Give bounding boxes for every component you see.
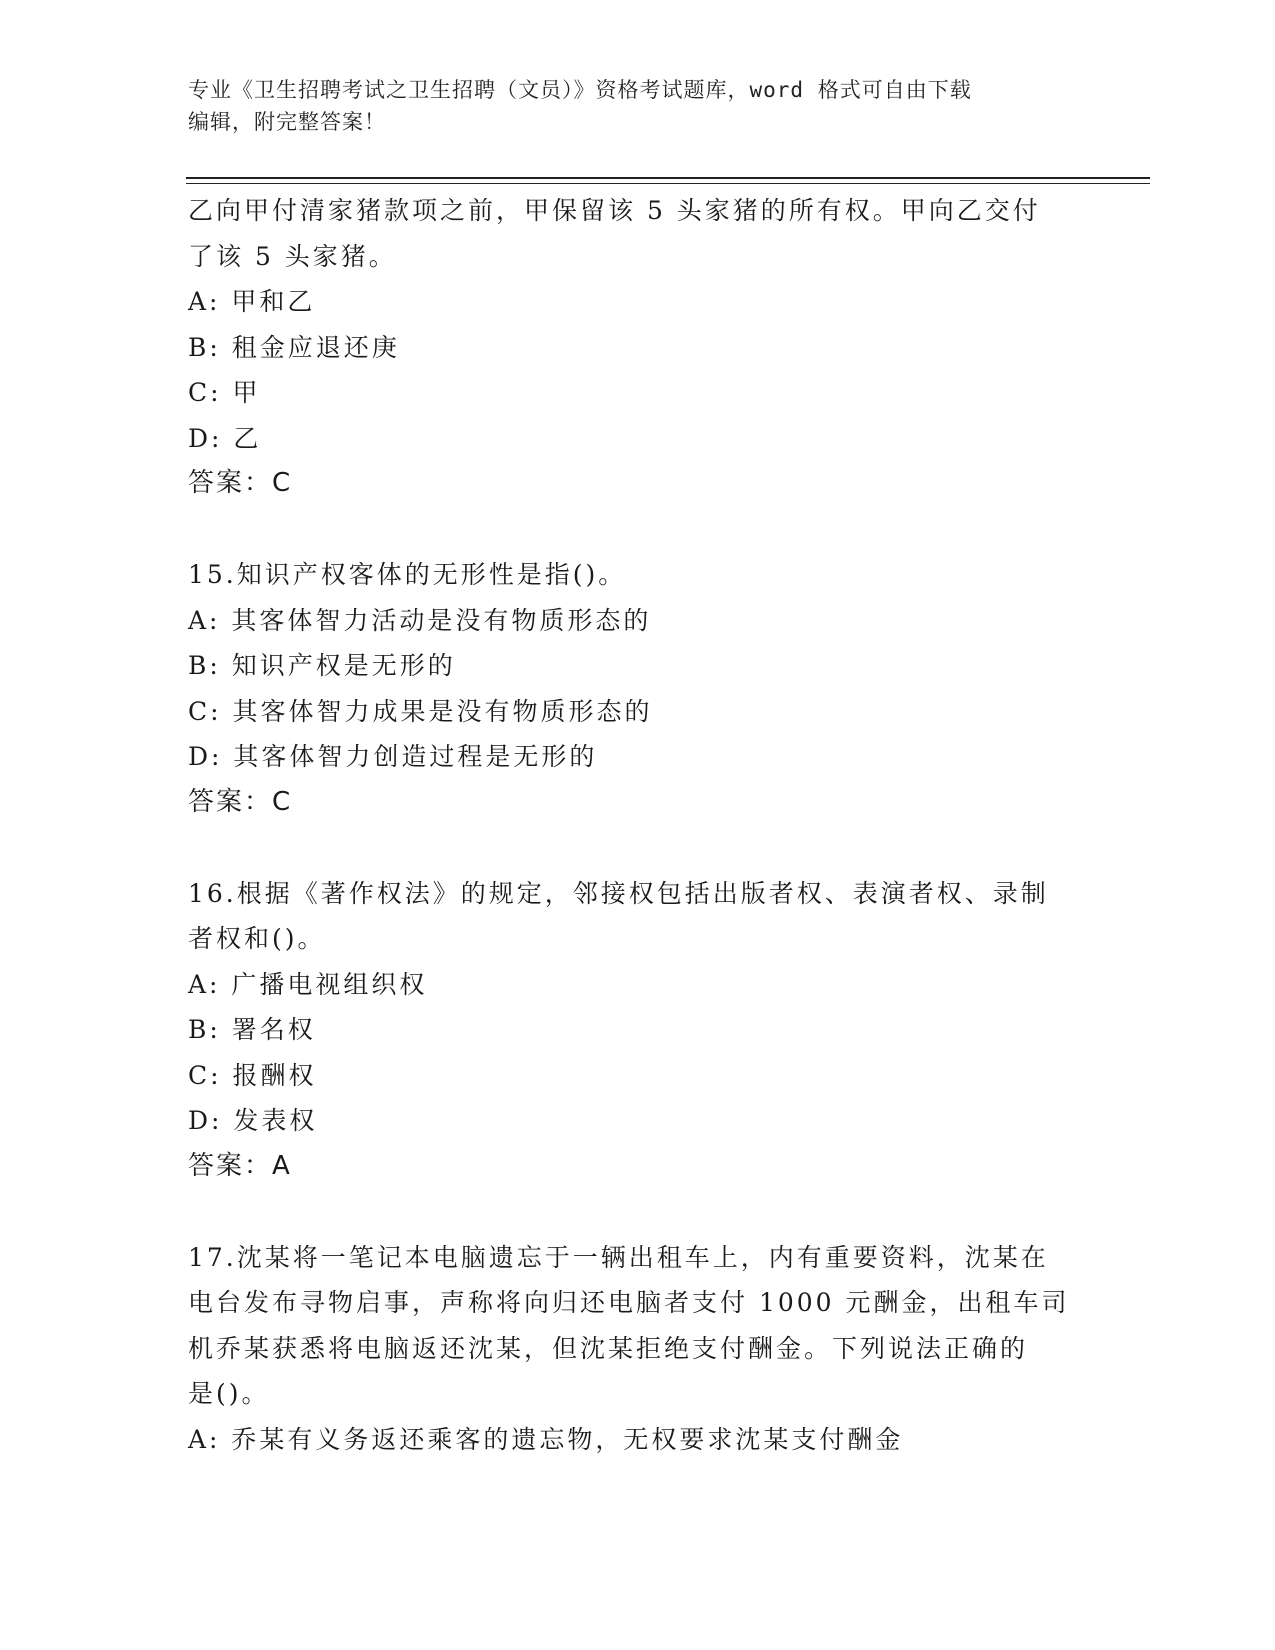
option-a: A: 乔某有义务返还乘客的遗忘物，无权要求沈某支付酬金 — [188, 1424, 904, 1454]
option-c: C: 甲 — [188, 378, 261, 407]
option-c: C: 其客体智力成果是没有物质形态的 — [188, 696, 653, 726]
spacer — [188, 507, 1088, 553]
option-b: B: 知识产权是无形的 — [188, 651, 456, 680]
question-text: 乙向甲付清家猪款项之前，甲保留该 5 头家猪的所有权。甲向乙交付 — [188, 196, 1041, 225]
header-divider — [186, 177, 1150, 179]
question-15 — [188, 552, 1088, 825]
header-divider-thin — [186, 183, 1150, 184]
option-c: C: 报酬权 — [188, 1060, 317, 1090]
option-b: B: 租金应退还庚 — [188, 332, 400, 362]
option-d: D: 乙 — [188, 423, 262, 453]
option-a: A: 广播电视组织权 — [188, 969, 428, 999]
question-stem: 者权和()。 — [188, 924, 326, 953]
option-a: A: 甲和乙 — [188, 287, 316, 316]
spacer — [188, 825, 1088, 871]
page-header — [188, 74, 1068, 138]
answer-line: 答案：A — [188, 1150, 292, 1181]
question-list — [188, 188, 1088, 1462]
header-line-1: 专业《卫生招聘考试之卫生招聘（文员）》资格考试题库，word 格式可自由下载 — [188, 78, 972, 102]
answer-line: 答案：C — [188, 468, 293, 498]
answer-line: 答案：C — [188, 786, 293, 817]
spacer — [188, 1189, 1088, 1235]
header-line-2: 编辑，附完整答案！ — [188, 110, 386, 134]
question-text: 了该 5 头家猪。 — [188, 241, 397, 271]
question-stem: 17.沈某将一笔记本电脑遗忘于一辆出租车上，内有重要资料，沈某在 — [188, 1242, 1049, 1272]
question-16 — [188, 871, 1088, 1190]
question-stem: 电台发布寻物启事，声称将向归还电脑者支付 1000 元酬金，出租车司 — [188, 1288, 1070, 1317]
question-17 — [188, 1235, 1088, 1463]
question-stem: 是()。 — [188, 1379, 270, 1408]
question-14-continued — [188, 188, 1088, 507]
option-d: D: 其客体智力创造过程是无形的 — [188, 742, 598, 771]
question-stem: 机乔某获悉将电脑返还沈某，但沈某拒绝支付酬金。下列说法正确的 — [188, 1333, 1029, 1363]
question-stem: 15.知识产权客体的无形性是指()。 — [188, 560, 627, 589]
question-stem: 16.根据《著作权法》的规定，邻接权包括出版者权、表演者权、录制 — [188, 878, 1049, 908]
option-a: A: 其客体智力活动是没有物质形态的 — [188, 605, 652, 635]
option-b: B: 署名权 — [188, 1015, 316, 1044]
option-d: D: 发表权 — [188, 1106, 318, 1135]
